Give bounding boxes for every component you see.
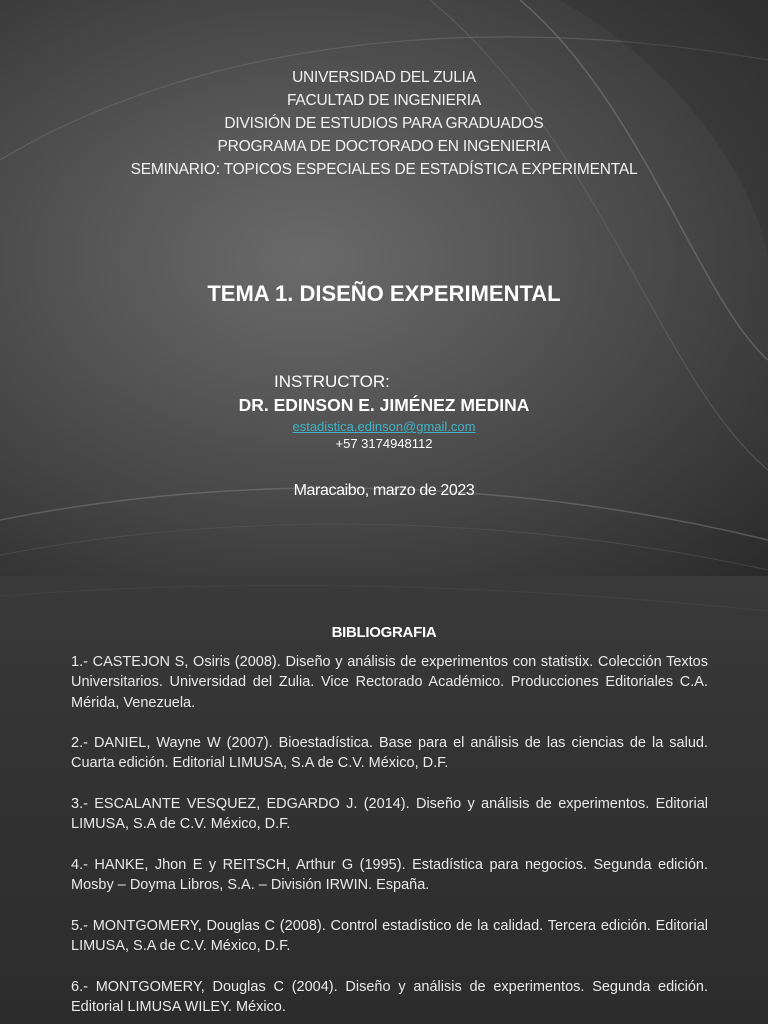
phone-number: +57 3174948112 — [335, 436, 433, 451]
place-date: Maracaibo, marzo de 2023 — [293, 482, 475, 499]
email-link[interactable]: estadistica.edinson@gmail.com — [292, 419, 476, 434]
institution-block — [0, 66, 768, 181]
slide-title: TEMA 1. DISEÑO EXPERIMENTAL — [207, 281, 561, 306]
reference-item: 5.- MONTGOMERY, Douglas C (2008). Control estadístico de la calidad. Tercera edición. Editorial LIMUSA, S.A de C.V. México, D.F. — [71, 917, 708, 955]
reference-item: 4.- HANKE, Jhon E y REITSCH, Arthur G (1995). Estadística para negocios. Segunda edición. Mosby – Doyma Libros, S.A. – División IRWIN. España. — [71, 856, 708, 894]
reference-list — [71, 652, 708, 1024]
bibliography-slide — [0, 576, 768, 1024]
bibliography-heading: BIBLIOGRAFIA — [331, 624, 437, 641]
instructor-name: DR. EDINSON E. JIMÉNEZ MEDINA — [238, 395, 530, 415]
instructor-label: INSTRUCTOR: — [274, 372, 390, 391]
institution-line: UNIVERSIDAD DEL ZULIA — [292, 69, 476, 86]
reference-item: 1.- CASTEJON S, Osiris (2008). Diseño y análisis de experimentos con statistix. Colección Textos Universitarios. Universidad del Zulia. Vice Rectorado Académico. Producciones Editoriales C.A. Mérida, Venezuela. — [71, 654, 708, 711]
institution-line: PROGRAMA DE DOCTORADO EN INGENIERIA — [217, 138, 551, 155]
institution-line: FACULTAD DE INGENIERIA — [287, 92, 481, 109]
reference-item: 3.- ESCALANTE VESQUEZ, EDGARDO J. (2014). Diseño y análisis de experimentos. Editorial LIMUSA, S.A de C.V. México, D.F. — [71, 796, 708, 833]
reference-item: 6.- MONTGOMERY, Douglas C (2004). Diseño y análisis de experimentos. Segunda edición. Editorial LIMUSA WILEY. México. — [71, 978, 708, 1016]
institution-line: SEMINARIO: TOPICOS ESPECIALES DE ESTADÍSTICA EXPERIMENTAL — [130, 161, 638, 178]
reference-item: 2.- DANIEL, Wayne W (2007). Bioestadística. Base para el análisis de las ciencias de la salud. Cuarta edición. Editorial LIMUSA, S.A de C.V. México, D.F. — [71, 735, 708, 772]
institution-line: DIVISIÓN DE ESTUDIOS PARA GRADUADOS — [224, 115, 544, 132]
